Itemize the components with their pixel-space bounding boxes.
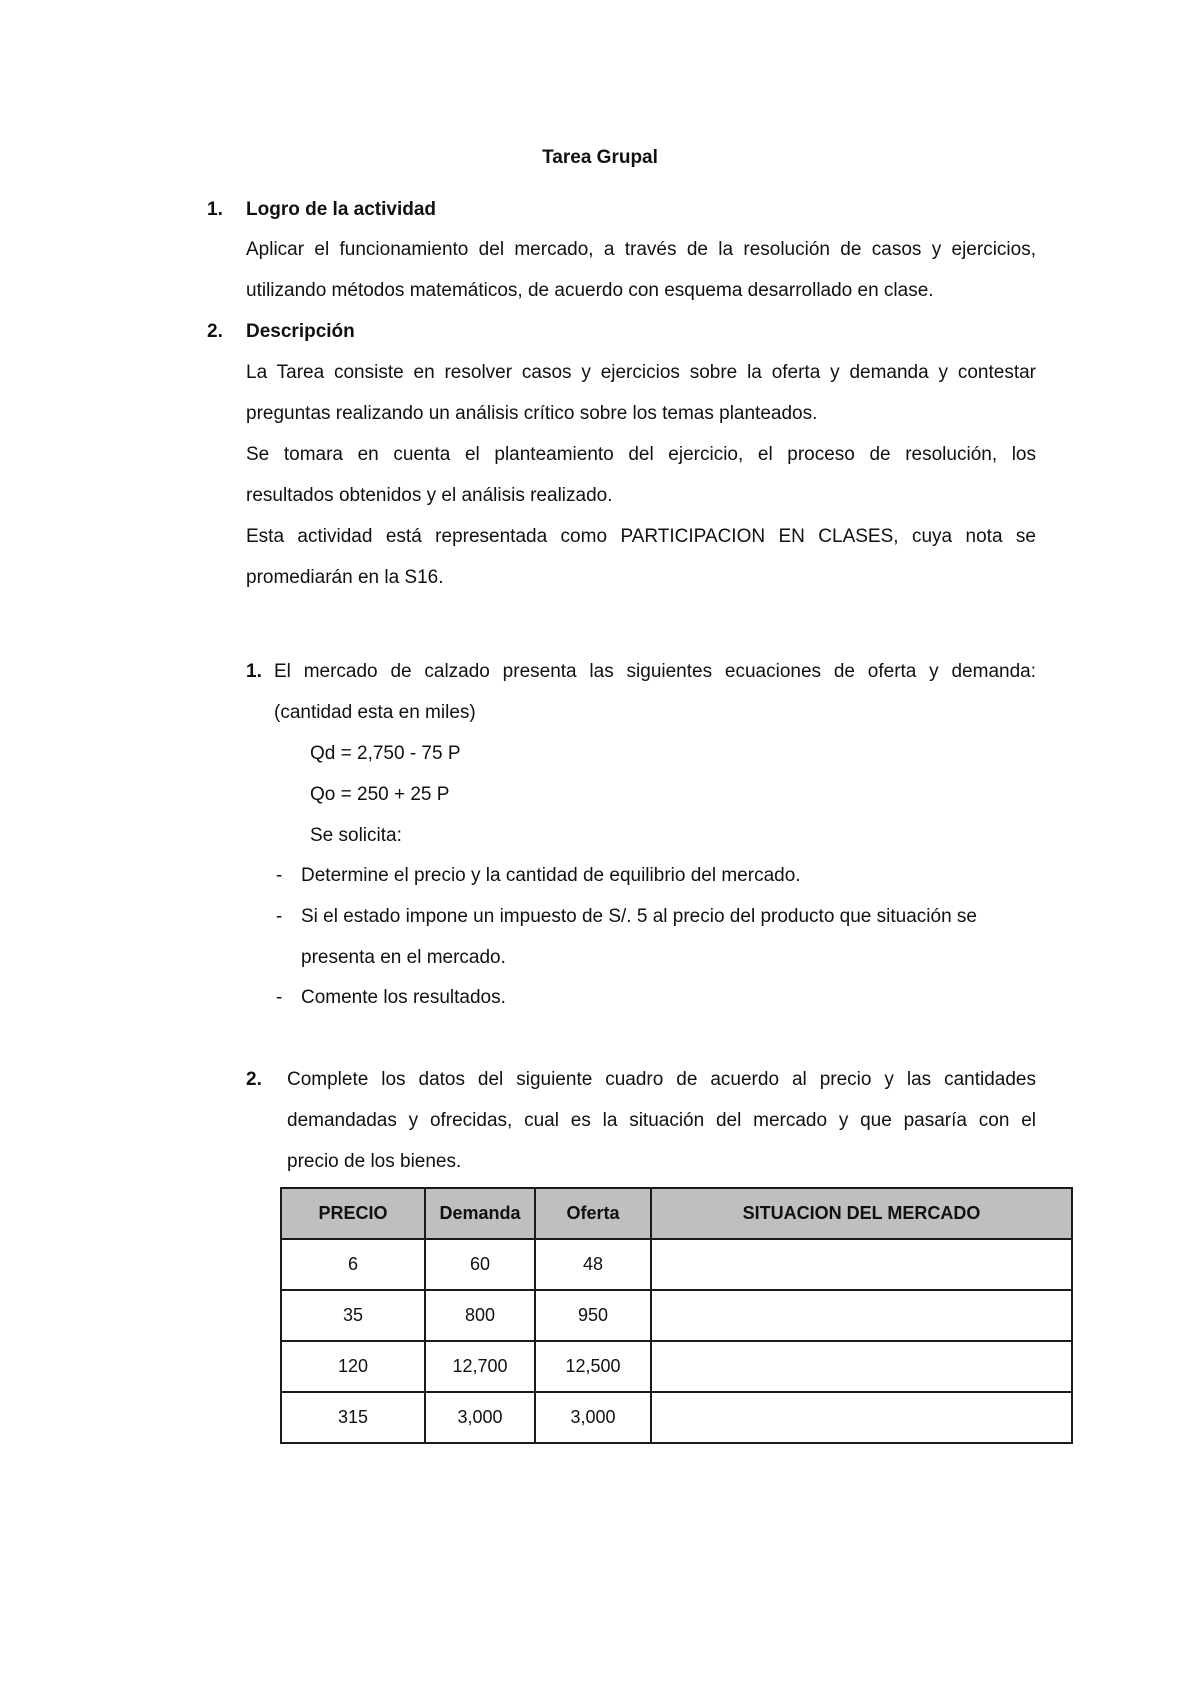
paragraph-line: preguntas realizando un análisis crítico sobre los temas planteados.	[246, 403, 818, 424]
cell-demanda: 12,700	[425, 1341, 535, 1392]
cell-situacion[interactable]	[651, 1290, 1072, 1341]
table-row	[281, 1290, 1072, 1341]
paragraph-line: resultados obtenidos y el análisis realizado.	[246, 485, 613, 506]
table-row	[281, 1341, 1072, 1392]
header-oferta: Oferta	[535, 1188, 651, 1239]
list-item: Si el estado impone un impuesto de S/. 5 al precio del producto que situación se	[301, 906, 977, 927]
paragraph-line: utilizando métodos matemáticos, de acuerdo con esquema desarrollado en clase.	[246, 280, 934, 301]
cell-demanda: 3,000	[425, 1392, 535, 1443]
section-number: 2.	[207, 321, 223, 342]
exercise-number: 2.	[246, 1069, 262, 1090]
exercise-line: demandadas y ofrecidas, cual es la situación del mercado y que pasaría con el	[287, 1110, 1036, 1131]
paragraph-line: promediarán en la S16.	[246, 567, 444, 588]
table-row	[281, 1392, 1072, 1443]
cell-oferta: 3,000	[535, 1392, 651, 1443]
header-precio: PRECIO	[281, 1188, 425, 1239]
market-table	[280, 1187, 1073, 1444]
exercise-line: (cantidad esta en miles)	[274, 702, 476, 723]
cell-oferta: 12,500	[535, 1341, 651, 1392]
cell-precio: 6	[281, 1239, 425, 1290]
cell-demanda: 800	[425, 1290, 535, 1341]
supply-equation: Qo = 250 + 25 P	[310, 784, 450, 805]
list-item: Determine el precio y la cantidad de equilibrio del mercado.	[301, 865, 801, 886]
cell-precio: 35	[281, 1290, 425, 1341]
header-situacion: SITUACION DEL MERCADO	[651, 1188, 1072, 1239]
exercise-number: 1.	[246, 661, 262, 682]
cell-situacion[interactable]	[651, 1341, 1072, 1392]
paragraph-line: Se tomara en cuenta el planteamiento del ejercicio, el proceso de resolución, los	[246, 444, 1036, 465]
request-label: Se solicita:	[310, 825, 402, 846]
cell-situacion[interactable]	[651, 1392, 1072, 1443]
cell-demanda: 60	[425, 1239, 535, 1290]
exercise-line: precio de los bienes.	[287, 1151, 462, 1172]
list-item: Comente los resultados.	[301, 987, 506, 1008]
cell-oferta: 48	[535, 1239, 651, 1290]
cell-precio: 120	[281, 1341, 425, 1392]
section-heading-descripcion: Descripción	[246, 321, 355, 342]
paragraph-line: Aplicar el funcionamiento del mercado, a través de la resolución de casos y ejercicios,	[246, 239, 1036, 260]
cell-precio: 315	[281, 1392, 425, 1443]
table-header-row	[281, 1188, 1072, 1239]
list-item: presenta en el mercado.	[301, 947, 506, 968]
exercise-line: Complete los datos del siguiente cuadro de acuerdo al precio y las cantidades	[287, 1069, 1036, 1090]
document-title: Tarea Grupal	[542, 147, 658, 168]
bullet-dash: -	[276, 865, 283, 886]
cell-oferta: 950	[535, 1290, 651, 1341]
header-demanda: Demanda	[425, 1188, 535, 1239]
bullet-dash: -	[276, 987, 283, 1008]
paragraph-line: La Tarea consiste en resolver casos y ejercicios sobre la oferta y demanda y contestar	[246, 362, 1036, 383]
table-row	[281, 1239, 1072, 1290]
paragraph-line: Esta actividad está representada como PARTICIPACION EN CLASES, cuya nota se	[246, 526, 1036, 547]
exercise-line: El mercado de calzado presenta las siguientes ecuaciones de oferta y demanda:	[274, 661, 1036, 682]
cell-situacion[interactable]	[651, 1239, 1072, 1290]
demand-equation: Qd = 2,750 - 75 P	[310, 743, 461, 764]
section-number: 1.	[207, 199, 223, 220]
section-heading-logro: Logro de la actividad	[246, 199, 437, 220]
bullet-dash: -	[276, 906, 283, 927]
